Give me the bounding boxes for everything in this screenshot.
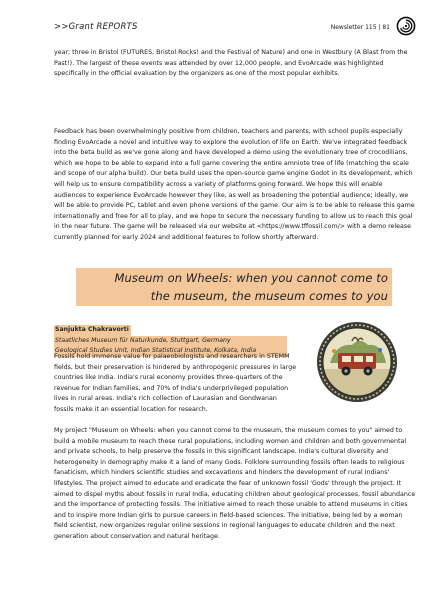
article-paragraph-1 [54,352,298,416]
page-header [54,16,416,40]
author-affiliation-2: Geological Studies Unit, Indian Statistical Institute, Kolkata, India [54,346,287,357]
paragraph-text: Fossils hold immense value for palaeobiologists and researchers in STEMM fields, but their preservation is hindered by anthropogenic pressures in large countries like India. India's rural economy provides three-quarters of the revenue for Indian families, and 70% of India's underprivileged population lives in rural areas. India's rich collection of Laurasian and Gondwanan fossils make it an essential location for research. [54,353,297,413]
author-name: Sanjukta Chakravorti [54,325,131,336]
paragraph-text: year; three in Bristol (FUTURES, Bristol Rocks! and the Festival of Nature) and one in Westbury (A Blast from the Past!). The largest of these events was attended by over 12,000 people, and EvoArcade was highlighted specifically in the official evaluation by the organizers as one of the most popular exhibits. [54,49,408,78]
paragraph-text: Feedback has been overwhelmingly positive from children, teachers and parents, with school pupils especially finding EvoArcade a novel and intuitive way to explore the evolution of life on Earth. We've integrated feedback into the beta build as we've gone along and have developed a demo using the evolutionary tree of crocodilians, which we hope to be able to expand into a full game covering the entire amniote tree of life (matching the scale and scope of our alpha build). Our beta build uses the open-source game engine Godot in its development, which will help us to ensure compatibility across a variety of platforms going forward. We hope this will enable audiences to experience EvoArcade however they like, as well as broadening the potential audience; ideally, we will be able to provide PC, tablet and even phone versions of the game. Our aim is to be able to release this game internationally and free for all to play, and we hope to secure the necessary funding to allow us to reach this goal in the near future. The game will be released via our website at <https://www.tffossil.com/> with a demo release currently planned for early 2024 and additional features to follow shortly afterward. [54,128,415,241]
intro-paragraph-1 [54,48,416,80]
spiral-logo-icon [396,16,416,36]
article-title-banner [76,268,392,306]
author-block [54,316,290,357]
section-title: >>Grant REPORTS [54,22,138,32]
intro-paragraph-2 [54,127,416,244]
article-title-line-1: Museum on Wheels: when you cannot come to [114,271,388,285]
paragraph-text: My project "Museum on Wheels: when you cannot come to the museum, the museum comes to you" aimed to build a mobile museum to reach these rural populations, including women and children and both governmental and private schools, to help preserve the fossils in this significant landscape. India's cultural diversity and heterogeneity in demography make it a land of many Gods. Folklore surrounding fossils often leads to religious fanaticism, which hinders scientific studies and excavations and hinders the development of rural Indians' lifestyles. The project aimed to educate and eradicate the fear of unknown fossil 'Gods' through the project. It aimed to dispel myths about fossils in rural India, educating children about geological processes, fossil abundance and the importance of protecting fossils. The initiative aimed to reach those unable to attend museums in cities and to inspire more Indian girls to pursue careers in field-based sciences. The initiative, being led by a woman field scientist, now organizes regular online sessions in regional languages to educate children and the next generation about conservation and natural heritage. [54,427,416,540]
author-affiliation-1: Staatliches Museum für Naturkunde, Stuttgart, Germany [54,336,287,347]
article-title-line-2: the museum, the museum comes to you [150,289,388,303]
newsletter-issue-page: Newsletter 115 | 81 [330,24,390,31]
museum-on-wheels-logo [316,321,398,403]
article-paragraph-2 [54,426,416,543]
